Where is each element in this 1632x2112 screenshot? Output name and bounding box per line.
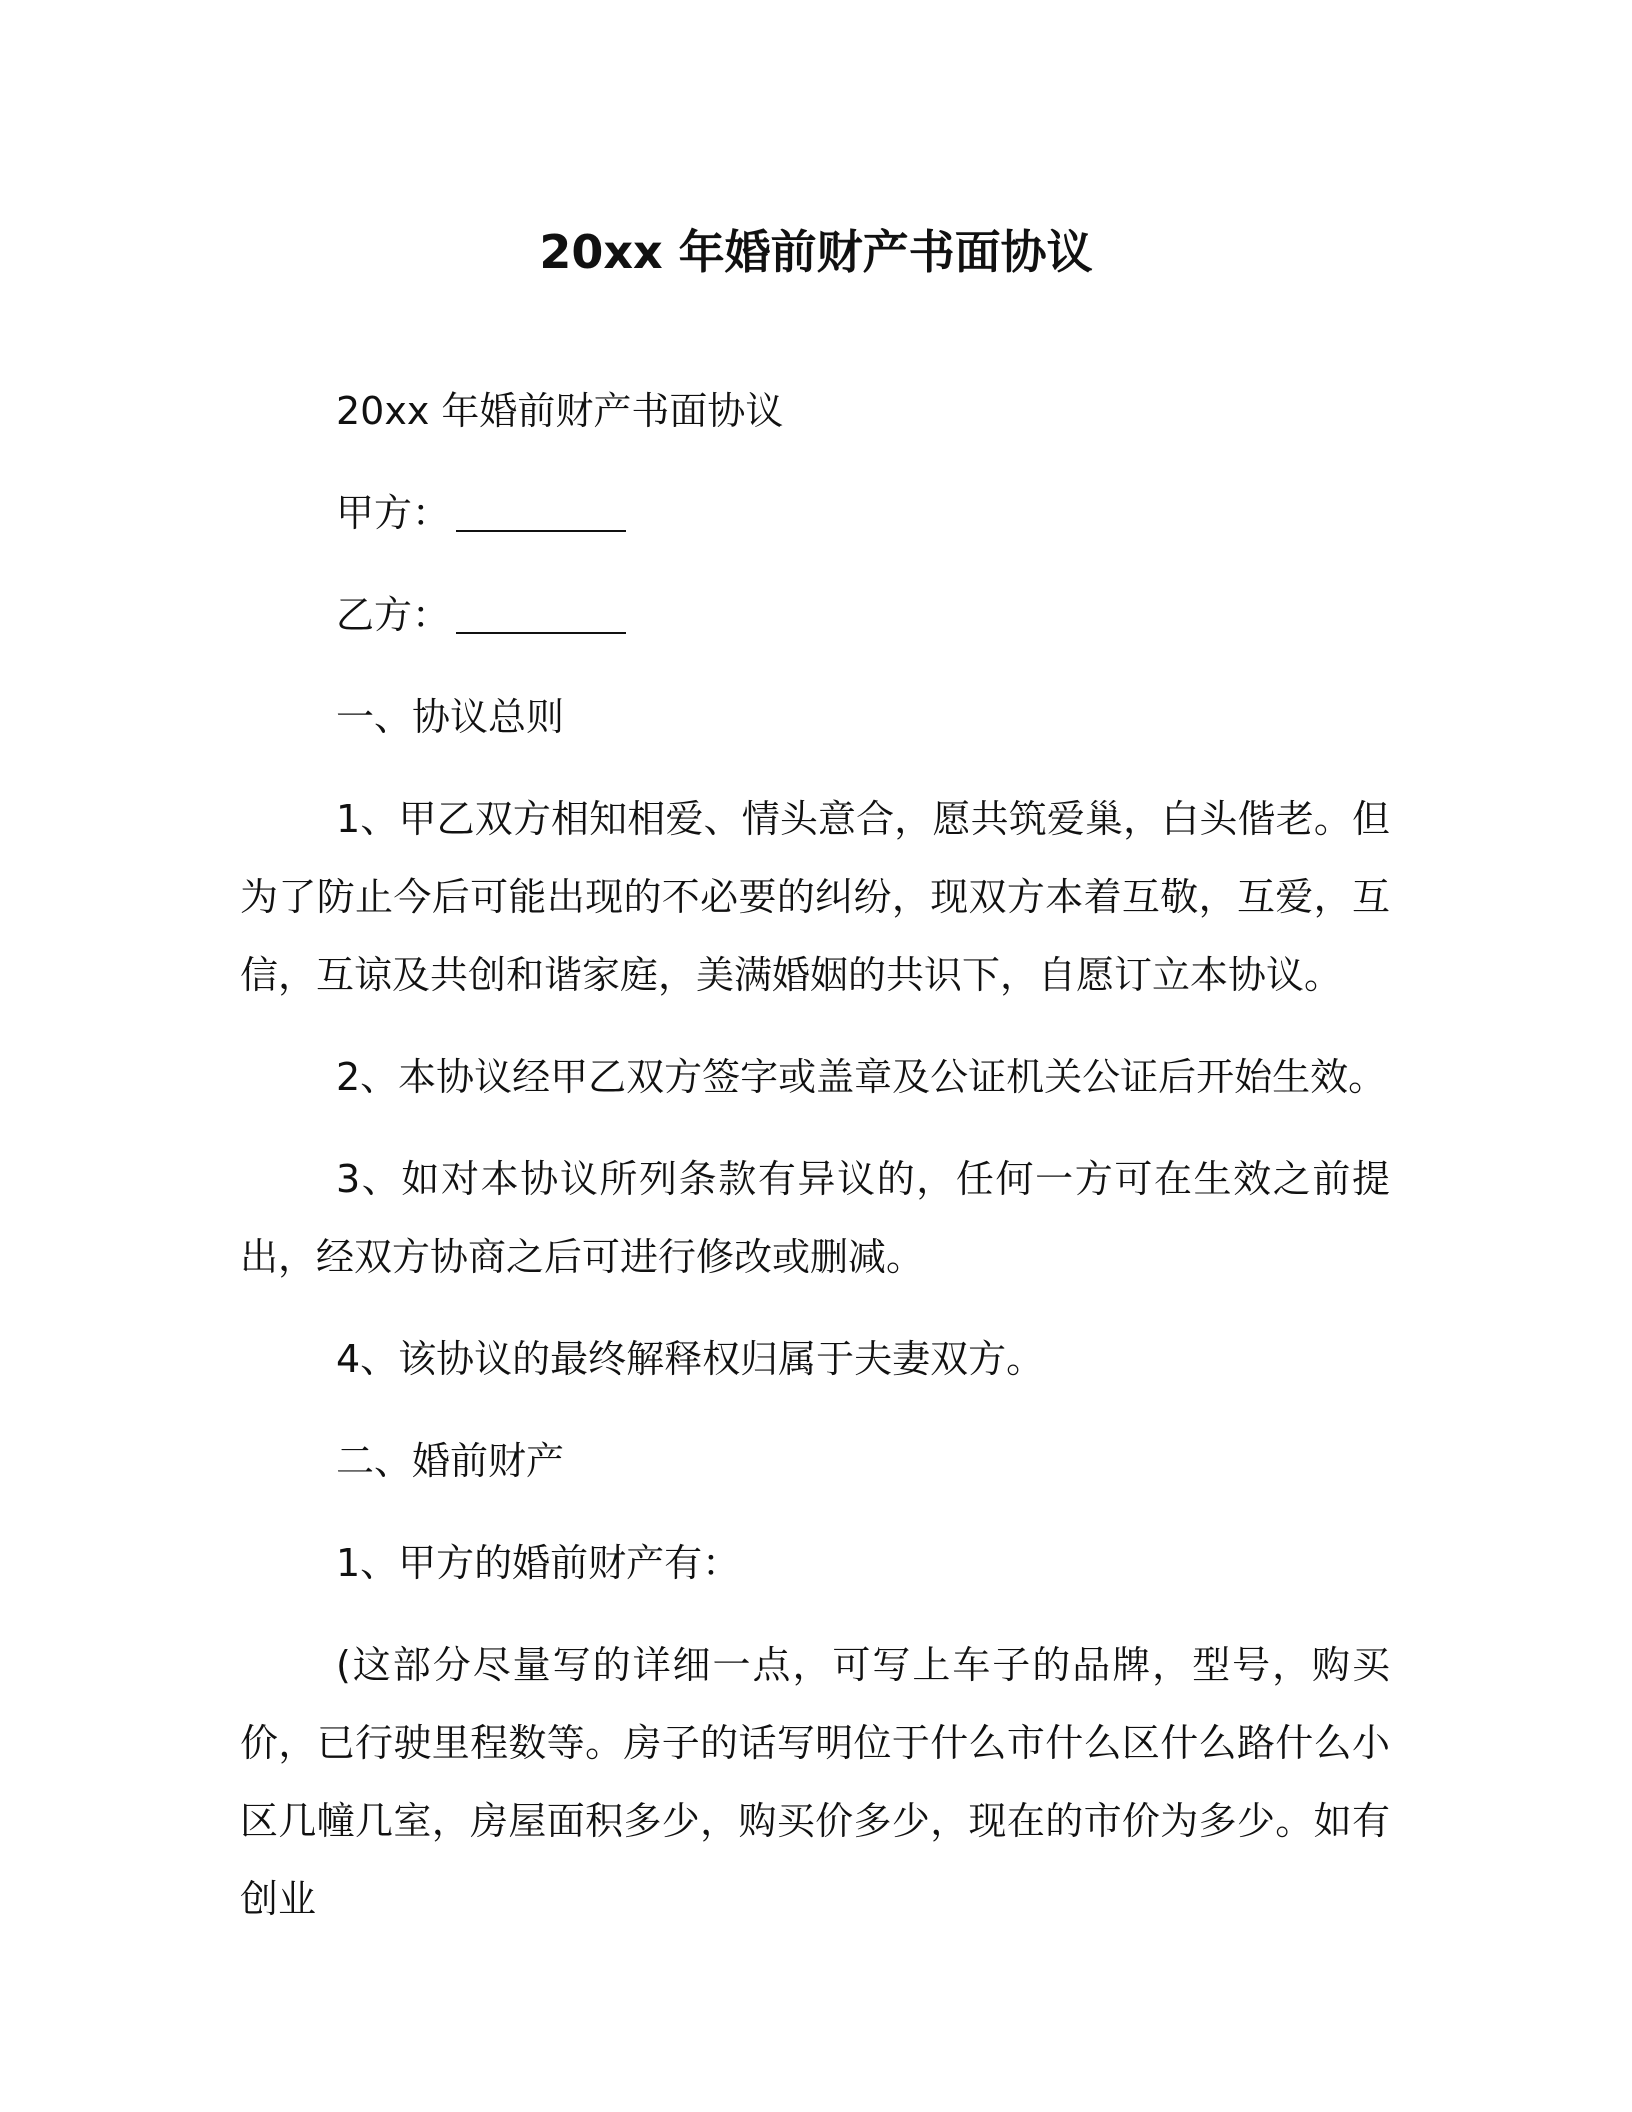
document-body (240, 372, 1390, 1962)
clause-1-3: 3、如对本协议所列条款有异议的，任何一方可在生效之前提出，经双方协商之后可进行修改或删减。 (240, 1157, 1390, 1279)
clause-2-note: (这部分尽量写的详细一点，可写上车子的品牌，型号，购买价，已行驶里程数等。房子的话写明位于什么市什么区什么路什么小区几幢几室，房屋面积多少，购买价多少，现在的市价为多少。如有创业 (240, 1643, 1390, 1921)
clause-1-2: 2、本协议经甲乙双方签字或盖章及公证机关公证后开始生效。 (336, 1055, 1387, 1099)
party-a-line (240, 474, 1390, 552)
party-a-label: 甲方： (336, 491, 451, 535)
party-b-line (240, 576, 1390, 654)
clause-1-4: 4、该协议的最终解释权归属于夫妻双方。 (336, 1337, 1045, 1381)
document-subtitle: 20xx 年婚前财产书面协议 (336, 389, 784, 433)
document-title: 20xx 年婚前财产书面协议 (539, 225, 1093, 279)
party-b-blank (456, 592, 626, 634)
section-1-heading: 一、协议总则 (336, 695, 565, 739)
party-a-blank (456, 490, 626, 532)
clause-2-1: 1、甲方的婚前财产有： (336, 1541, 741, 1585)
clause-1-1: 1、甲乙双方相知相爱、情头意合，愿共筑爱巢，白头偕老。但为了防止今后可能出现的不必要的纠纷，现双方本着互敬，互爱，互信，互谅及共创和谐家庭，美满婚姻的共识下，自愿订立本协议。 (240, 797, 1390, 997)
party-b-label: 乙方： (336, 593, 451, 637)
section-2-heading: 二、婚前财产 (336, 1439, 565, 1483)
